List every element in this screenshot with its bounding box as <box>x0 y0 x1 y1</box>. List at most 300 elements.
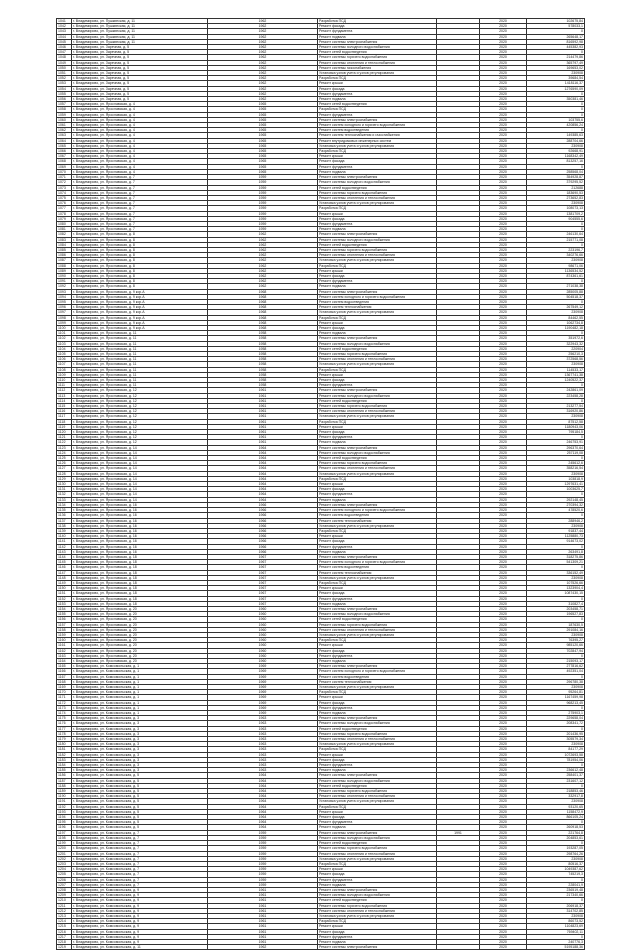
year-cell: 1969 <box>208 700 318 705</box>
work-type-cell: Ремонт системы электроснабжения <box>318 606 437 611</box>
work-type-cell: Ремонт крыши <box>318 752 437 757</box>
cost-cell: 504518,37 <box>527 294 585 299</box>
table-row <box>57 809 585 814</box>
year-cell: 1964 <box>208 789 318 794</box>
work-type-cell: Ремонт подвала <box>318 768 437 773</box>
address-cell: г. Владимирово, ул. Комсомольская, д. 3 <box>72 747 208 752</box>
row-number-cell: 1088 <box>57 263 72 268</box>
work-type-cell: Ремонт фасада <box>318 700 437 705</box>
address-cell: г. Владимирово, ул. Ярославская, д. 14 <box>72 450 208 455</box>
address-cell: г. Владимирово, ул. Ярославская, д. 14 <box>72 461 208 466</box>
row-number-cell: 1159 <box>57 632 72 637</box>
year-cell: 1962 <box>208 19 318 24</box>
address-cell: г. Владимирово, ул. Комсомольская, д. 5 <box>72 783 208 788</box>
row-number-cell: 1179 <box>57 737 72 742</box>
cost-cell: 108073,13 <box>527 206 585 211</box>
cost-cell: 332917,8 <box>527 794 585 799</box>
row-number-cell: 1192 <box>57 804 72 809</box>
row-number-cell: 1142 <box>57 544 72 549</box>
table-row <box>57 424 585 429</box>
row-number-cell: 1108 <box>57 367 72 372</box>
row-number-cell: 1141 <box>57 539 72 544</box>
work-type-cell: Установка узлов учета и узлов регулирования <box>318 143 437 148</box>
address-cell: г. Владимирово, ул. Комсомольская, д. 7 <box>72 835 208 840</box>
cost-cell: 1136534,52 <box>527 268 585 273</box>
work-type-cell: Разработка ПСД <box>318 919 437 924</box>
address-cell: г. Владимирово, ул. Ярославская, д. 7 <box>72 185 208 190</box>
plan-year-cell: 2020 <box>480 752 527 757</box>
work-type-cell: Установка узлов учета и узлов регулирования <box>318 685 437 690</box>
plan-year-cell: 2020 <box>480 268 527 273</box>
cost-cell: 316920,86 <box>527 409 585 414</box>
address-cell: г. Владимирово, ул. Ярославская, д. 11 <box>72 331 208 336</box>
year-cell: 1963 <box>208 737 318 742</box>
plan-year-cell: 2020 <box>480 206 527 211</box>
table-row <box>57 622 585 627</box>
address-cell: г. Владимирово, ул. Комсомольская, д. 7 <box>72 830 208 835</box>
year-cell: 1958 <box>208 383 318 388</box>
year-cell: 1965 <box>208 128 318 133</box>
address-cell: г. Владимирово, ул. Комсомольская, д. 5 <box>72 789 208 794</box>
plan-year-cell: 2020 <box>480 575 527 580</box>
table-row <box>57 898 585 903</box>
plan-year-cell: 2020 <box>480 367 527 372</box>
year-cell: 1962 <box>208 60 318 65</box>
cost-cell: 183690,53 <box>527 190 585 195</box>
plan-year-cell: 2020 <box>480 679 527 684</box>
cost-cell: 1240522,37 <box>527 378 585 383</box>
plan-year-cell: 2020 <box>480 476 527 481</box>
address-cell: г. Владимирово, ул. Ярославская, д. 16 <box>72 528 208 533</box>
year-cell: 1966 <box>208 518 318 523</box>
table-body <box>57 19 585 950</box>
row-number-cell: 1204 <box>57 867 72 872</box>
table-row <box>57 908 585 913</box>
year-cell: 1962 <box>208 45 318 50</box>
plan-year-cell: 2020 <box>480 685 527 690</box>
plan-year-cell: 2020 <box>480 508 527 513</box>
plan-year-cell: 2020 <box>480 102 527 107</box>
cost-cell: 314702,85 <box>527 908 585 913</box>
plan-year-cell: 2020 <box>480 388 527 393</box>
table-row <box>57 903 585 908</box>
work-type-cell: Ремонт сетей водоотведения <box>318 346 437 351</box>
address-cell: г. Владимирово, ул. Ярославская, д. 12 <box>72 419 208 424</box>
cost-cell: 220904 <box>527 346 585 351</box>
year-cell: 1964 <box>208 825 318 830</box>
row-number-cell: 1064 <box>57 138 72 143</box>
work-type-cell: Ремонт фундамента <box>318 492 437 497</box>
work-type-cell: Ремонт систем водоотведения <box>318 565 437 570</box>
row-number-cell: 1103 <box>57 341 72 346</box>
year-cell: 1965 <box>208 143 318 148</box>
table-row <box>57 440 585 445</box>
plan-year-cell: 2020 <box>480 700 527 705</box>
year-cell: 1962 <box>208 242 318 247</box>
plan-year-cell: 2020 <box>480 887 527 892</box>
row-number-cell: 1191 <box>57 799 72 804</box>
table-row <box>57 841 585 846</box>
cost-cell: 0 <box>527 513 585 518</box>
cost-cell: 221764,8 <box>527 830 585 835</box>
plan-year-cell: 2020 <box>480 185 527 190</box>
cost-cell: 236612,48 <box>527 768 585 773</box>
table-row <box>57 763 585 768</box>
year-cell: 1968 <box>208 305 318 310</box>
year-cell: 1958 <box>208 372 318 377</box>
year-cell: 1964 <box>208 497 318 502</box>
year-cell: 1961 <box>208 388 318 393</box>
plan-year-cell: 2020 <box>480 939 527 944</box>
year-cell: 1965 <box>208 133 318 138</box>
cost-cell: 0 <box>527 128 585 133</box>
year-cell: 1958 <box>208 341 318 346</box>
row-number-cell: 1041 <box>57 19 72 24</box>
year-cell: 1966 <box>208 539 318 544</box>
cost-cell: 914673,02 <box>527 539 585 544</box>
row-number-cell: 1058 <box>57 107 72 112</box>
row-number-cell: 1114 <box>57 398 72 403</box>
cost-cell: 208341,72 <box>527 721 585 726</box>
table-row <box>57 539 585 544</box>
plan-year-cell: 2020 <box>480 523 527 528</box>
row-number-cell: 1047 <box>57 50 72 55</box>
work-type-cell: Ремонт систем холодного и горячего водоснабжения <box>318 560 437 565</box>
table-row <box>57 554 585 559</box>
address-cell: г. Владимирово, ул. Ярославская, д. 4 <box>72 123 208 128</box>
work-type-cell: Ремонт фасада <box>318 539 437 544</box>
table-row <box>57 289 585 294</box>
year-cell: 1969 <box>208 664 318 669</box>
cost-cell: 230908 <box>527 414 585 419</box>
year-cell: 1966 <box>208 502 318 507</box>
year-cell: 1961 <box>208 939 318 944</box>
row-number-cell: 1190 <box>57 794 72 799</box>
row-number-cell: 1165 <box>57 664 72 669</box>
cost-cell: 0 <box>527 841 585 846</box>
plan-year-cell: 2020 <box>480 315 527 320</box>
row-number-cell: 1207 <box>57 882 72 887</box>
table-row <box>57 648 585 653</box>
plan-year-cell: 2020 <box>480 809 527 814</box>
row-number-cell: 1184 <box>57 763 72 768</box>
cost-cell: 0 <box>527 91 585 96</box>
table-row <box>57 523 585 528</box>
table-row <box>57 815 585 820</box>
address-cell: г. Владимирово, ул. Ярославская, д. 8 <box>72 258 208 263</box>
year-cell: 1964 <box>208 815 318 820</box>
year-cell: 1959 <box>208 830 318 835</box>
row-number-cell: 1046 <box>57 45 72 50</box>
year-cell: 1961 <box>208 934 318 939</box>
row-number-cell: 1176 <box>57 721 72 726</box>
row-number-cell: 1049 <box>57 60 72 65</box>
address-cell: г. Владимирово, ул. Ярославская, д. 9 кор.А <box>72 320 208 325</box>
work-type-cell: Ремонт подвала <box>318 440 437 445</box>
plan-year-cell: 2020 <box>480 497 527 502</box>
row-number-cell: 1082 <box>57 232 72 237</box>
year-cell: 1958 <box>208 331 318 336</box>
table-row <box>57 414 585 419</box>
cost-cell: 230908 <box>527 201 585 206</box>
table-row <box>57 752 585 757</box>
cost-cell: 769402,11 <box>527 929 585 934</box>
table-row <box>57 721 585 726</box>
table-row <box>57 658 585 663</box>
plan-year-cell: 2020 <box>480 45 527 50</box>
work-type-cell: Установка узлов учета и узлов регулирования <box>318 310 437 315</box>
year-cell: 1961 <box>208 898 318 903</box>
address-cell: г. Владимирово, ул. Комсомольская, д. 9 <box>72 924 208 929</box>
row-number-cell: 1157 <box>57 622 72 627</box>
row-number-cell: 1086 <box>57 253 72 258</box>
plan-year-cell: 2020 <box>480 861 527 866</box>
year-cell: 1959 <box>208 190 318 195</box>
plan-year-cell: 2020 <box>480 648 527 653</box>
table-row <box>57 362 585 367</box>
row-number-cell: 1150 <box>57 586 72 591</box>
work-type-cell: Ремонт фундамента <box>318 29 437 34</box>
address-cell: г. Владимирово, ул. Комсомольская, д. 3 <box>72 731 208 736</box>
work-type-cell: Ремонт фасада <box>318 86 437 91</box>
address-cell: г. Владимирово, ул. Комсомольская, д. 1 <box>72 664 208 669</box>
cost-cell: 230908 <box>527 310 585 315</box>
table-row <box>57 794 585 799</box>
address-cell: г. Владимирово, ул. Ярославская, д. 18 <box>72 580 208 585</box>
work-type-cell: Разработка ПСД <box>318 19 437 24</box>
row-number-cell: 1119 <box>57 424 72 429</box>
row-number-cell: 1148 <box>57 575 72 580</box>
cost-cell: 258401,37 <box>527 773 585 778</box>
address-cell: г. Владимирово, ул. Комсомольская, д. 7 <box>72 877 208 882</box>
cost-cell: 223458,28 <box>527 393 585 398</box>
plan-year-cell: 2020 <box>480 336 527 341</box>
cost-cell: 230908 <box>527 258 585 263</box>
year-cell: 1961 <box>208 908 318 913</box>
plan-year-cell: 2020 <box>480 284 527 289</box>
address-cell: г. Владимирово, ул. Комсомольская, д. 1 <box>72 690 208 695</box>
address-cell: г. Владимирово, ул. Комсомольская, д. 3 <box>72 737 208 742</box>
cost-cell: 98671,06 <box>527 263 585 268</box>
cost-cell: 795184,5 <box>527 430 585 435</box>
plan-year-cell: 2020 <box>480 435 527 440</box>
cost-cell: 0 <box>527 492 585 497</box>
work-type-cell: Ремонт фундамента <box>318 544 437 549</box>
work-type-cell: Ремонт сетей водоотведения <box>318 841 437 846</box>
address-cell: г. Владимирово, ул. Комсомольская, д. 7 <box>72 861 208 866</box>
work-type-cell: Ремонт систем теплоснабжения <box>318 679 437 684</box>
row-number-cell: 1105 <box>57 352 72 357</box>
table-row <box>57 742 585 747</box>
plan-year-cell: 2020 <box>480 430 527 435</box>
cost-cell: 0 <box>527 898 585 903</box>
address-cell: г. Владимирово, ул. Ярославская, д. 16 <box>72 544 208 549</box>
work-type-cell: Ремонт крыши <box>318 424 437 429</box>
address-cell: г. Владимирово, ул. Комсомольская, д. 3 <box>72 757 208 762</box>
year-cell: 1967 <box>208 580 318 585</box>
row-number-cell: 1213 <box>57 913 72 918</box>
year-cell: 1962 <box>208 50 318 55</box>
note-cell: 1991 <box>437 830 480 835</box>
row-number-cell: 1219 <box>57 945 72 950</box>
cost-cell: 0 <box>527 299 585 304</box>
address-cell: г. Владимирово, ул. Ярославская, д. 20 <box>72 622 208 627</box>
note-cell <box>437 945 480 950</box>
work-type-cell: Ремонт подвала <box>318 169 437 174</box>
cost-cell: 0 <box>527 29 585 34</box>
year-cell: 1965 <box>208 138 318 143</box>
cost-cell: 218853,46 <box>527 789 585 794</box>
cost-cell: 322943,32 <box>527 341 585 346</box>
plan-year-cell: 2020 <box>480 789 527 794</box>
plan-year-cell: 2020 <box>480 622 527 627</box>
work-type-cell: Ремонт системы холодного водоснабжения <box>318 778 437 783</box>
cost-cell: 0 <box>527 705 585 710</box>
address-cell: г. Владимирово, ул. Комсомольская, д. 3 <box>72 742 208 747</box>
address-cell: г. Владимирово, ул. Заречная, д. 5 <box>72 45 208 50</box>
cost-cell: 236519,48 <box>527 887 585 892</box>
table-row <box>57 378 585 383</box>
address-cell: г. Владимирово, ул. Ярославская, д. 20 <box>72 627 208 632</box>
work-type-cell: Установка узлов учета и узлов регулирования <box>318 471 437 476</box>
year-cell: 1959 <box>208 846 318 851</box>
work-type-cell: Ремонт сетей водоотведения <box>318 456 437 461</box>
cost-cell: 0 <box>527 164 585 169</box>
row-number-cell: 1073 <box>57 185 72 190</box>
row-number-cell: 1216 <box>57 929 72 934</box>
cost-cell: 267549,12 <box>527 305 585 310</box>
plan-year-cell: 2020 <box>480 721 527 726</box>
table-row <box>57 325 585 330</box>
plan-year-cell: 2020 <box>480 841 527 846</box>
address-cell: г. Владимирово, ул. Комсомольская, д. 1 <box>72 685 208 690</box>
address-cell: г. Владимирово, ул. Ярославская, д. 12 <box>72 440 208 445</box>
address-cell: г. Владимирово, ул. Ярославская, д. 9 кор.А <box>72 299 208 304</box>
plan-year-cell: 2020 <box>480 133 527 138</box>
row-number-cell: 1170 <box>57 690 72 695</box>
row-number-cell: 1145 <box>57 560 72 565</box>
cost-cell: 866105,24 <box>527 815 585 820</box>
work-type-cell: Ремонт систем холодного и горячего водоснабжения <box>318 123 437 128</box>
year-cell: 1962 <box>208 237 318 242</box>
table-row <box>57 352 585 357</box>
table-row <box>57 846 585 851</box>
table-row <box>57 570 585 575</box>
year-cell: 1966 <box>208 544 318 549</box>
address-cell: г. Владимирово, ул. Ярославская, д. 4 <box>72 169 208 174</box>
row-number-cell: 1063 <box>57 133 72 138</box>
work-type-cell: Ремонт системы отопления и теплоснабжения <box>318 253 437 258</box>
plan-year-cell: 2020 <box>480 440 527 445</box>
row-number-cell: 1132 <box>57 492 72 497</box>
work-type-cell: Ремонт системы электроснабжения <box>318 664 437 669</box>
plan-year-cell: 2020 <box>480 138 527 143</box>
address-cell: г. Владимирово, ул. Комсомольская, д. 7 <box>72 882 208 887</box>
cost-cell: 288704,66 <box>527 138 585 143</box>
plan-year-cell: 2020 <box>480 404 527 409</box>
year-cell: 1960 <box>208 606 318 611</box>
work-type-cell: Ремонт системы отопления и теплоснабжения <box>318 908 437 913</box>
work-type-cell: Ремонт систем теплоснабжения <box>318 518 437 523</box>
year-cell: 1967 <box>208 596 318 601</box>
table-row <box>57 799 585 804</box>
year-cell: 1962 <box>208 71 318 76</box>
year-cell: 1963 <box>208 763 318 768</box>
year-cell: 1961 <box>208 924 318 929</box>
plan-year-cell: 2020 <box>480 924 527 929</box>
work-type-cell: Разработка ПСД <box>318 367 437 372</box>
cost-cell: 273652,83 <box>527 195 585 200</box>
plan-year-cell: 2020 <box>480 325 527 330</box>
table-row <box>57 726 585 731</box>
cost-cell: 270394,32 <box>527 502 585 507</box>
work-type-cell: Ремонт системы горячего водоснабжения <box>318 903 437 908</box>
address-cell: г. Владимирово, ул. Ярославская, д. 12 <box>72 424 208 429</box>
work-type-cell: Ремонт фасада <box>318 273 437 278</box>
row-number-cell: 1140 <box>57 534 72 539</box>
plan-year-cell: 2020 <box>480 372 527 377</box>
cost-cell: 985120,66 <box>527 643 585 648</box>
year-cell: 1959 <box>208 180 318 185</box>
year-cell: 1968 <box>208 294 318 299</box>
cost-cell: 0 <box>527 456 585 461</box>
row-number-cell: 1060 <box>57 117 72 122</box>
year-cell: 1962 <box>208 945 318 950</box>
cost-cell: 230908 <box>527 632 585 637</box>
address-cell: г. Владимирово, ул. Ярославская, д. 7 <box>72 206 208 211</box>
table-row <box>57 534 585 539</box>
year-cell: 1962 <box>208 273 318 278</box>
row-number-cell: 1188 <box>57 783 72 788</box>
address-cell: г. Владимирово, ул. Заречная, д. 5 <box>72 55 208 60</box>
work-type-cell: Ремонт систем холодного и горячего водоснабжения <box>318 669 437 674</box>
address-cell: г. Владимирово, ул. Комсомольская, д. 9 <box>72 934 208 939</box>
cost-cell: 228041,9 <box>527 882 585 887</box>
cost-cell: 242861,09 <box>527 388 585 393</box>
work-type-cell: Ремонт системы холодного водоснабжения <box>318 450 437 455</box>
year-cell: 1963 <box>208 721 318 726</box>
address-cell: г. Владимирово, ул. Ярославская, д. 8 <box>72 279 208 284</box>
work-type-cell: Ремонт фасада <box>318 815 437 820</box>
year-cell: 1961 <box>208 887 318 892</box>
plan-year-cell: 2020 <box>480 76 527 81</box>
year-cell: 1965 <box>208 123 318 128</box>
cost-cell: 229658,04 <box>527 716 585 721</box>
row-number-cell: 1122 <box>57 440 72 445</box>
table-row <box>57 346 585 351</box>
work-type-cell: Ремонт системы газоснабжения <box>318 65 437 70</box>
row-number-cell: 1134 <box>57 502 72 507</box>
plan-year-cell: 2020 <box>480 117 527 122</box>
row-number-cell: 1126 <box>57 461 72 466</box>
plan-year-cell: 2020 <box>480 528 527 533</box>
work-type-cell: Ремонт системы отопления и теплоснабжения <box>318 357 437 362</box>
row-number-cell: 1071 <box>57 175 72 180</box>
table-row <box>57 778 585 783</box>
work-type-cell: Ремонт системы горячего водоснабжения <box>318 731 437 736</box>
work-type-cell: Ремонт крыши <box>318 643 437 648</box>
cost-cell: 1104823,69 <box>527 924 585 929</box>
row-number-cell: 1120 <box>57 430 72 435</box>
address-cell: г. Владимирово, ул. Ярославская, д. 4 <box>72 164 208 169</box>
row-number-cell: 1212 <box>57 908 72 913</box>
year-cell: 1961 <box>208 393 318 398</box>
work-type-cell: Ремонт системы горячего водоснабжения <box>318 190 437 195</box>
work-type-cell: Установка узлов учета и узлов регулирования <box>318 201 437 206</box>
year-cell: 1969 <box>208 669 318 674</box>
row-number-cell: 1146 <box>57 565 72 570</box>
cost-cell: 1072693,58 <box>527 752 585 757</box>
